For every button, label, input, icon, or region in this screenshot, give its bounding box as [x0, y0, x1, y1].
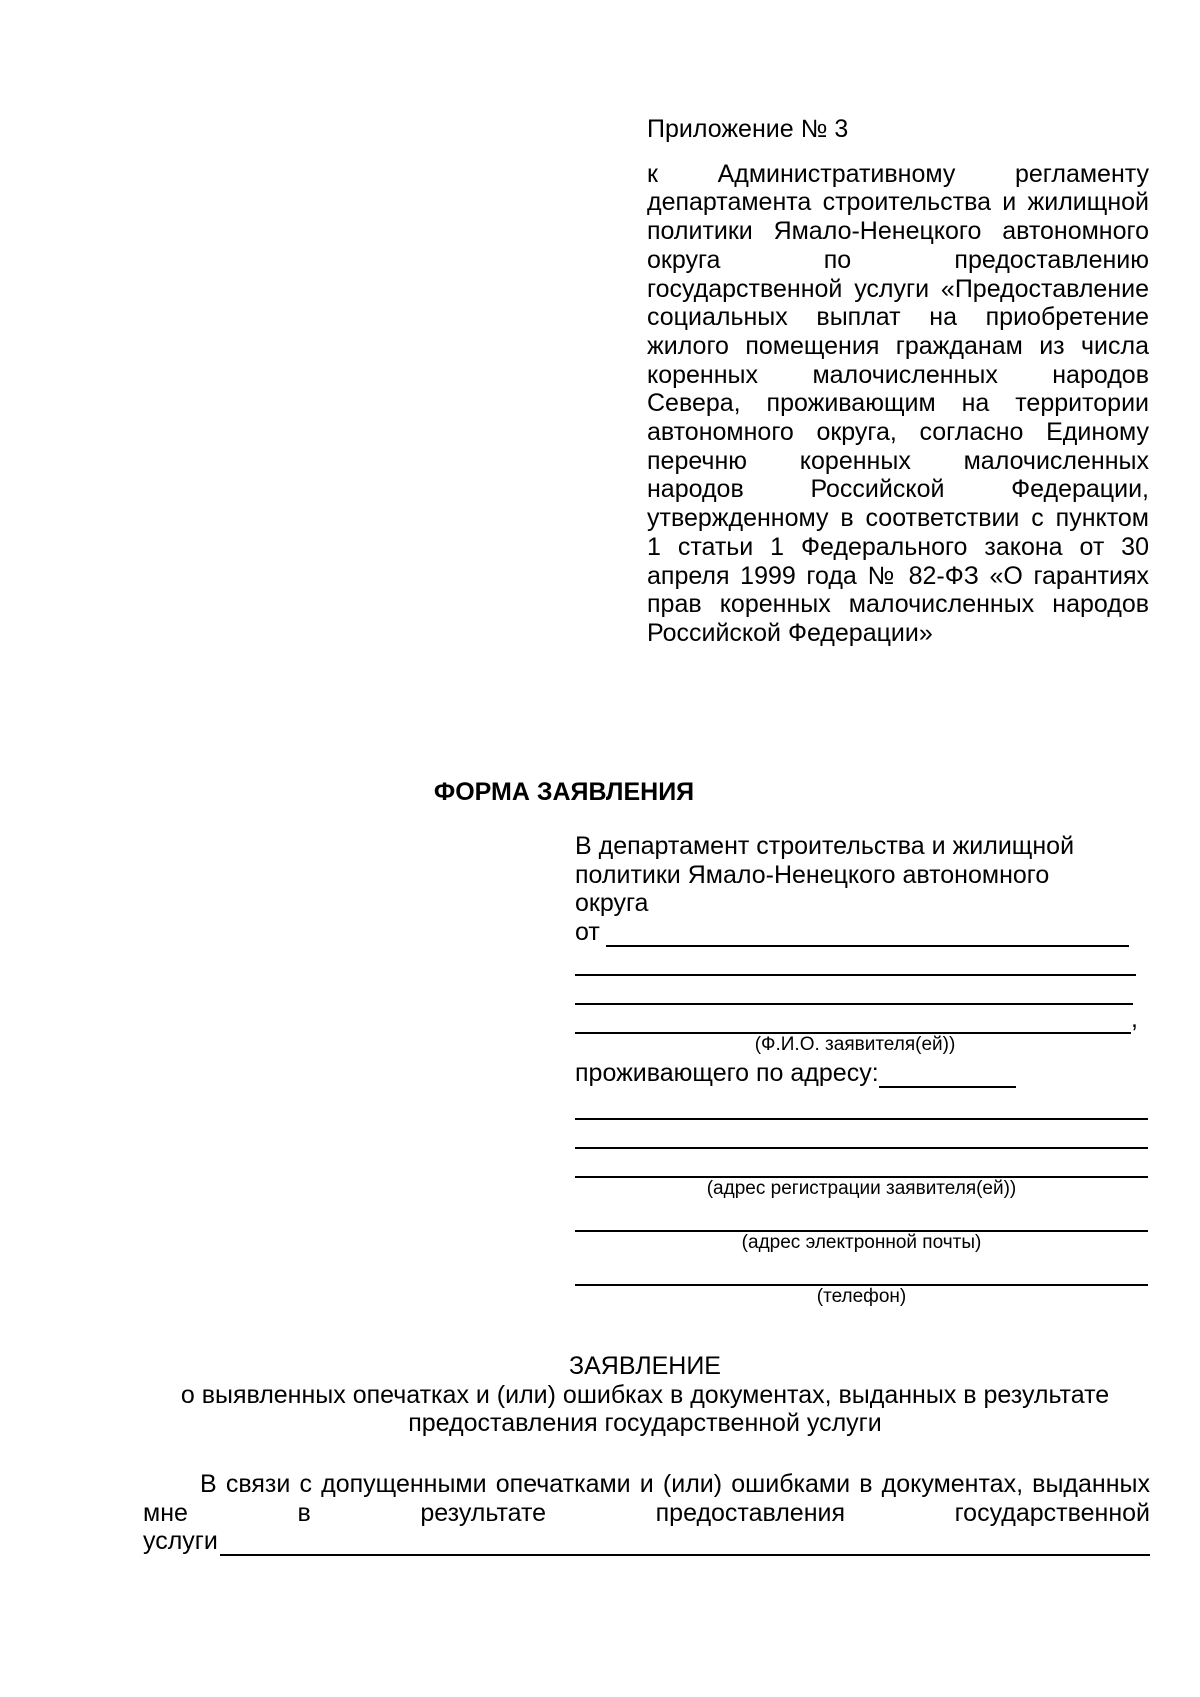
name-row-3 — [575, 976, 1150, 1005]
statement-heading — [100, 1352, 1190, 1438]
from-row — [575, 918, 1150, 947]
phone-caption: (телефон) — [816, 1286, 907, 1308]
appendix-number: Приложение № 3 — [647, 115, 849, 143]
name-row-4 — [575, 1005, 1150, 1034]
statement-title: ЗАЯВЛЕНИЕ — [568, 1352, 721, 1380]
address-field-inline[interactable] — [879, 1064, 1016, 1088]
appendix-text: к Административному регламенту департамента строительства и жилищной политики Ямало-Ненецкого автономного округа по предоставлению государственной услуги «Предоставление социальных выплат на приобретение жилого помещения гражданам из числа коренных малочисленных народов Севера, проживающим на территории автономного округа, согласно Единому перечню коренных малочисленных народов Российской Федерации, утвержденному в соответствии с пунктом 1 статьи 1 Федерального закона от 30 апреля 1999 года № 82-ФЗ «О гарантиях прав коренных малочисленных народов Российской Федерации» — [647, 159, 1149, 647]
address-row-4 — [575, 1149, 1150, 1178]
address-label: проживающего по адресу: — [575, 1059, 879, 1088]
service-field-line[interactable] — [220, 1532, 1150, 1556]
address-field-line-2[interactable] — [575, 1096, 1148, 1120]
address-caption: (адрес регистрации заявителя(ей)) — [706, 1178, 1017, 1200]
name-field-line-4[interactable] — [575, 1010, 1131, 1034]
statement-subtitle: о выявленных опечатках и (или) ошибках в документах, выданных в результате предоставления государственной услуги — [180, 1380, 1110, 1438]
addressee-to: В департамент строительства и жилищной политики Ямало-Ненецкого автономного округа — [575, 832, 1075, 918]
name-field-line-2[interactable] — [575, 952, 1136, 976]
statement-body-text: В связи с допущенными опечатками и (или) ошибками в документах, выданных мне в результате предоставления государственной — [143, 1470, 1150, 1527]
name-row-2 — [575, 947, 1150, 976]
appendix-block — [647, 115, 1149, 648]
name-field-line-1[interactable] — [606, 923, 1129, 947]
name-field-line-3[interactable] — [575, 981, 1133, 1005]
email-field-line[interactable] — [575, 1208, 1148, 1232]
statement-service-row — [143, 1527, 1150, 1556]
service-label: услуги — [143, 1527, 218, 1556]
name-comma: , — [1131, 1005, 1138, 1034]
form-title-text: ФОРМА ЗАЯВЛЕНИЯ — [433, 778, 695, 806]
statement-body — [143, 1470, 1150, 1556]
phone-field-line[interactable] — [575, 1262, 1148, 1286]
email-caption: (адрес электронной почты) — [741, 1232, 982, 1254]
email-row — [575, 1200, 1150, 1232]
address-field-line-3[interactable] — [575, 1125, 1148, 1149]
address-row-3 — [575, 1120, 1150, 1149]
name-caption: (Ф.И.О. заявителя(ей)) — [754, 1034, 956, 1056]
address-field-line-4[interactable] — [575, 1154, 1148, 1178]
address-row-2 — [575, 1088, 1150, 1120]
addressee-block — [575, 832, 1150, 1308]
from-label: от — [575, 918, 600, 947]
address-label-row — [575, 1056, 1150, 1088]
phone-row — [575, 1254, 1150, 1286]
form-title — [0, 777, 1200, 807]
